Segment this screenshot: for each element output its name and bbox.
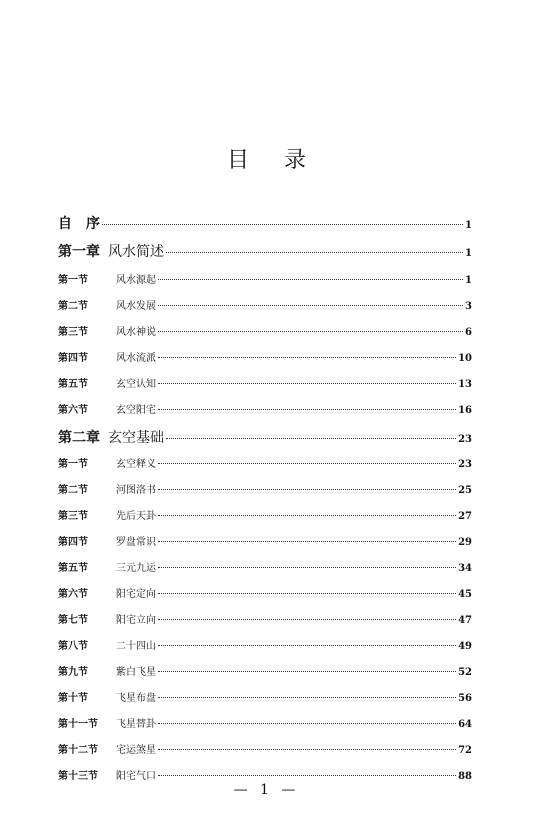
dot-leader <box>158 567 456 568</box>
toc-entry-label: 自 序 <box>58 216 100 232</box>
dot-leader <box>158 593 456 594</box>
dot-leader <box>158 463 456 464</box>
dot-leader <box>158 383 456 384</box>
toc-entry-page: 25 <box>458 485 472 496</box>
toc-entry-label: 第十节 <box>58 693 88 704</box>
toc-entry-label: 第九节 <box>58 667 88 678</box>
toc-entry-title: 玄空基础 <box>108 430 164 446</box>
toc-entry-title: 先后天卦 <box>116 511 156 522</box>
toc-entry-page: 1 <box>465 248 472 259</box>
toc-entry-title: 河图洛书 <box>116 485 156 496</box>
toc-entry-page: 13 <box>458 379 472 390</box>
toc-entry[interactable] <box>58 585 472 601</box>
toc-entry-label: 第三节 <box>58 511 88 522</box>
toc-entry[interactable] <box>58 241 472 261</box>
toc-entry-label: 第三节 <box>58 327 88 338</box>
toc-entry[interactable] <box>58 611 472 627</box>
dot-leader <box>158 671 456 672</box>
toc-entry-title: 阳宅立向 <box>116 615 156 626</box>
toc-entry-title: 飞星布盘 <box>116 693 156 704</box>
dot-leader <box>158 279 463 280</box>
toc-entry-page: 47 <box>458 615 472 626</box>
toc-entry-label: 第七节 <box>58 615 88 626</box>
toc-entry-page: 34 <box>458 563 472 574</box>
toc-entry-title: 阳宅定向 <box>116 589 156 600</box>
dot-leader <box>158 541 456 542</box>
toc-entry-title: 风水简述 <box>108 244 164 260</box>
toc-entry[interactable] <box>58 559 472 575</box>
toc-entry-page: 56 <box>458 693 472 704</box>
toc-entry-label: 第六节 <box>58 589 88 600</box>
dot-leader <box>158 723 456 724</box>
dot-leader <box>166 438 456 439</box>
toc-entry[interactable] <box>58 481 472 497</box>
toc-entry-page: 6 <box>465 327 472 338</box>
toc-entry-label: 第十二节 <box>58 745 98 756</box>
dot-leader <box>158 357 456 358</box>
dot-leader <box>158 645 456 646</box>
dot-leader <box>158 331 463 332</box>
toc-entry-label: 第二节 <box>58 485 88 496</box>
toc-entry-label: 第二章 <box>58 430 100 446</box>
toc-entry-title: 风水源起 <box>116 275 156 286</box>
toc-entry[interactable] <box>58 213 472 233</box>
toc-entry[interactable] <box>58 689 472 705</box>
toc-entry-title: 二十四山 <box>116 641 156 652</box>
page-number-footer: — 1 — <box>233 782 300 798</box>
toc-entry-page: 16 <box>458 405 472 416</box>
toc-entry-page: 10 <box>458 353 472 364</box>
toc-entry-page: 1 <box>465 220 472 231</box>
toc-entry-title: 风水发展 <box>116 301 156 312</box>
toc-entry-label: 第一节 <box>58 459 88 470</box>
toc-entry-label: 第四节 <box>58 537 88 548</box>
toc-entry-title: 玄空阳宅 <box>116 405 156 416</box>
toc-entry-page: 29 <box>458 537 472 548</box>
page-title: 目 录 <box>227 148 320 173</box>
toc-entry-label: 第十一节 <box>58 719 98 730</box>
dot-leader <box>158 775 456 776</box>
toc-entry[interactable] <box>58 271 472 287</box>
toc-entry-title: 三元九运 <box>116 563 156 574</box>
toc-entry-title: 风水流派 <box>116 353 156 364</box>
table-of-contents <box>58 0 472 829</box>
toc-entry[interactable] <box>58 349 472 365</box>
toc-entry-label: 第一节 <box>58 275 88 286</box>
toc-entry-page: 52 <box>458 667 472 678</box>
dot-leader <box>158 409 456 410</box>
toc-entry-title: 宅运煞星 <box>116 745 156 756</box>
toc-entry-label: 第六节 <box>58 405 88 416</box>
toc-entry-label: 第八节 <box>58 641 88 652</box>
toc-entry-page: 23 <box>458 459 472 470</box>
toc-entry-title: 阳宅气口 <box>116 771 156 782</box>
toc-entry-label: 第二节 <box>58 301 88 312</box>
toc-entry-page: 72 <box>458 745 472 756</box>
dot-leader <box>158 619 456 620</box>
toc-entry[interactable] <box>58 427 472 447</box>
toc-entry-page: 88 <box>458 771 472 782</box>
dot-leader <box>166 252 463 253</box>
toc-entry-page: 64 <box>458 719 472 730</box>
toc-entry[interactable] <box>58 715 472 731</box>
dot-leader <box>158 305 463 306</box>
dot-leader <box>158 697 456 698</box>
toc-entry-title: 风水神说 <box>116 327 156 338</box>
toc-entry[interactable] <box>58 375 472 391</box>
toc-entry-page: 49 <box>458 641 472 652</box>
dot-leader <box>102 224 463 225</box>
dot-leader <box>158 749 456 750</box>
dot-leader <box>158 489 456 490</box>
toc-entry-page: 1 <box>465 275 472 286</box>
toc-entry[interactable] <box>58 663 472 679</box>
toc-entry[interactable] <box>58 323 472 339</box>
toc-entry-label: 第五节 <box>58 563 88 574</box>
toc-entry[interactable] <box>58 507 472 523</box>
toc-entry-label: 第一章 <box>58 244 100 260</box>
toc-entry[interactable] <box>58 767 472 783</box>
toc-entry-title: 紫白飞星 <box>116 667 156 678</box>
toc-entry-page: 27 <box>458 511 472 522</box>
toc-entry[interactable] <box>58 741 472 757</box>
toc-entry[interactable] <box>58 637 472 653</box>
toc-entry-title: 玄空认知 <box>116 379 156 390</box>
toc-entry-label: 第四节 <box>58 353 88 364</box>
toc-entry[interactable] <box>58 297 472 313</box>
toc-entry-label: 第五节 <box>58 379 88 390</box>
toc-entry-page: 3 <box>465 301 472 312</box>
toc-entry-page: 45 <box>458 589 472 600</box>
dot-leader <box>158 515 456 516</box>
toc-entry-page: 23 <box>458 434 472 445</box>
toc-entry[interactable] <box>58 401 472 417</box>
toc-entry-title: 飞星替卦 <box>116 719 156 730</box>
toc-entry-label: 第十三节 <box>58 771 98 782</box>
toc-entry[interactable] <box>58 455 472 471</box>
toc-entry[interactable] <box>58 533 472 549</box>
toc-entry-title: 罗盘常识 <box>116 537 156 548</box>
toc-entry-title: 玄空释义 <box>116 459 156 470</box>
